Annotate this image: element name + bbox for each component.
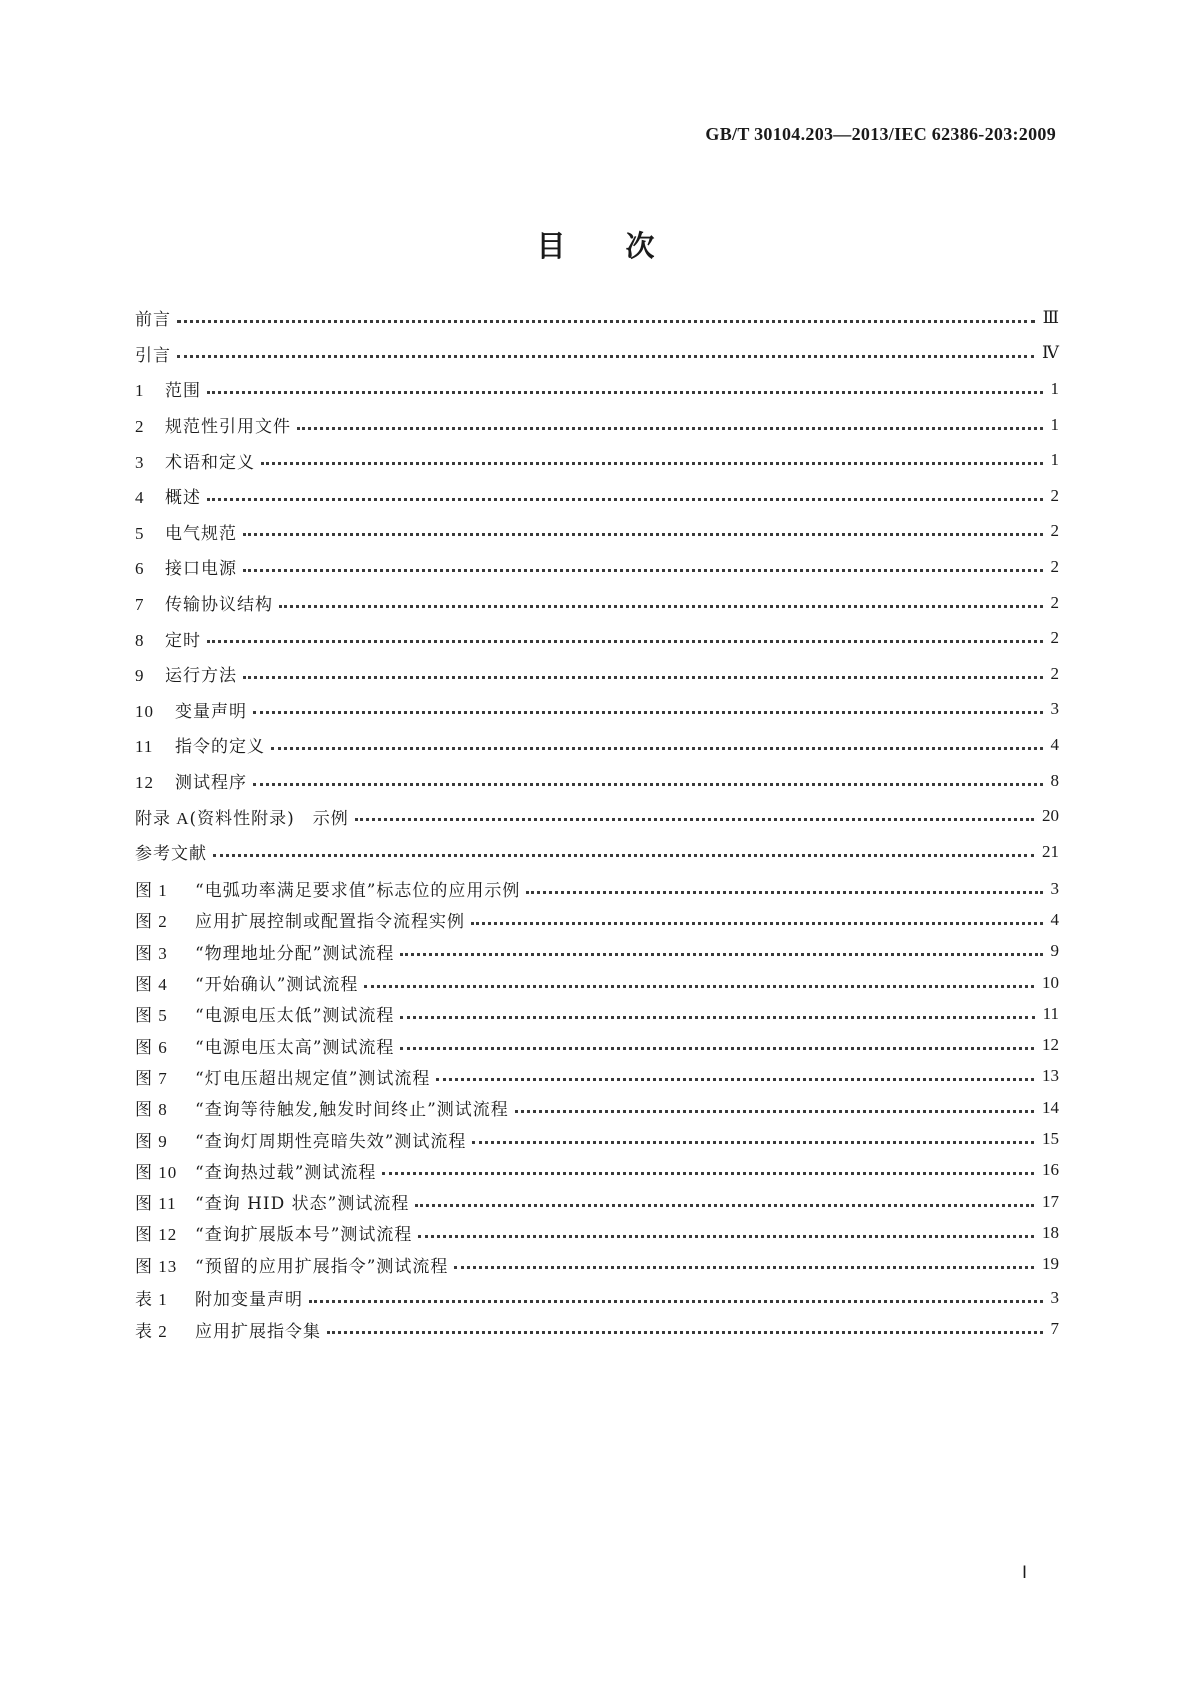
dot-leader [177, 303, 1035, 323]
dot-leader [436, 1061, 1034, 1081]
entry-number: 10 [135, 701, 154, 721]
toc-figures [135, 873, 1059, 1280]
toc-entry-12[interactable] [135, 763, 1059, 799]
dot-leader [297, 410, 1043, 430]
title-char-1: 目 [536, 229, 566, 263]
dot-leader [207, 623, 1043, 643]
entry-number: 表 2 [135, 1321, 168, 1341]
entry-page: 9 [1050, 941, 1059, 961]
entry-label: 范围 [165, 381, 201, 402]
dot-leader [177, 338, 1034, 358]
entry-page: Ⅳ [1042, 343, 1059, 363]
entry-page: 2 [1050, 556, 1059, 576]
entry-number: 图 10 [135, 1162, 178, 1182]
entry-number: 图 7 [135, 1068, 168, 1088]
entry-page: 20 [1042, 806, 1059, 826]
dot-leader [471, 905, 1043, 925]
title-char-2: 次 [625, 229, 655, 263]
entry-page: 4 [1050, 734, 1059, 754]
toc-figure-6[interactable] [135, 1029, 1059, 1060]
dot-leader [400, 936, 1042, 956]
entry-page: 15 [1042, 1129, 1059, 1149]
dot-leader [253, 694, 1043, 714]
dot-leader [515, 1093, 1034, 1113]
toc-figure-8[interactable] [135, 1092, 1059, 1123]
entry-page: 1 [1050, 450, 1059, 470]
entry-label: “查询灯周期性亮暗失效”测试流程 [195, 1131, 467, 1152]
entry-page: 3 [1050, 1287, 1059, 1307]
dot-leader [243, 552, 1043, 572]
dot-leader [472, 1124, 1034, 1144]
entry-label: 变量声明 [175, 701, 247, 722]
entry-label: “查询 HID 状态”测试流程 [195, 1194, 410, 1215]
entry-page: 18 [1042, 1222, 1059, 1242]
entry-label: “物理地址分配”测试流程 [195, 943, 395, 964]
toc-main [135, 300, 1059, 870]
toc-figure-3[interactable] [135, 936, 1059, 967]
entry-page: 2 [1050, 485, 1059, 505]
toc-entry-8[interactable] [135, 620, 1059, 656]
toc-entry-6[interactable] [135, 549, 1059, 585]
entry-page: 11 [1042, 1003, 1059, 1023]
entry-page: 16 [1042, 1160, 1059, 1180]
entry-number: 图 8 [135, 1100, 168, 1120]
entry-label: 前言 [135, 310, 171, 331]
entry-number: 3 [135, 452, 145, 472]
entry-number: 12 [135, 773, 154, 793]
toc-entry-11[interactable] [135, 727, 1059, 763]
entry-number: 图 9 [135, 1131, 168, 1151]
entry-page: 12 [1042, 1035, 1059, 1055]
entry-page: 2 [1050, 663, 1059, 683]
entry-label: 运行方法 [165, 666, 237, 687]
entry-number: 图 13 [135, 1256, 178, 1276]
entry-page: 2 [1050, 521, 1059, 541]
toc-figure-1[interactable] [135, 873, 1059, 904]
entry-number: 图 2 [135, 912, 168, 932]
entry-label: 定时 [165, 630, 201, 651]
entry-label: “电源电压太高”测试流程 [195, 1037, 395, 1058]
entry-page: Ⅲ [1042, 307, 1059, 327]
toc-entry-10[interactable] [135, 692, 1059, 728]
entry-page: 13 [1042, 1066, 1059, 1086]
toc-figure-10[interactable] [135, 1155, 1059, 1186]
toc-entry-7[interactable] [135, 585, 1059, 621]
entry-label: (资料性附录) 示例 [189, 808, 349, 829]
toc-figure-13[interactable] [135, 1249, 1059, 1280]
toc-entry-1[interactable] [135, 371, 1059, 407]
toc-figure-7[interactable] [135, 1061, 1059, 1092]
dot-leader [526, 874, 1042, 894]
entry-label: “开始确认”测试流程 [195, 975, 359, 996]
dot-leader [243, 659, 1043, 679]
entry-number: 1 [135, 381, 145, 401]
entry-number: 4 [135, 488, 145, 508]
dot-leader [454, 1249, 1034, 1269]
dot-leader [400, 1030, 1034, 1050]
entry-label: “查询热过载”测试流程 [195, 1162, 377, 1183]
toc-table-2[interactable] [135, 1314, 1059, 1346]
entry-page: 10 [1042, 972, 1059, 992]
entry-number: 2 [135, 417, 145, 437]
entry-page: 21 [1042, 841, 1059, 861]
entry-label: 概述 [165, 488, 201, 509]
entry-number: 图 11 [135, 1194, 177, 1214]
entry-number: 附录 A [135, 808, 190, 828]
toc-entry-3[interactable] [135, 442, 1059, 478]
entry-page: 7 [1050, 1319, 1059, 1339]
entry-label: 传输协议结构 [165, 595, 273, 616]
page-title [0, 224, 1191, 265]
entry-label: 应用扩展控制或配置指令流程实例 [195, 912, 465, 933]
toc-entry-5[interactable] [135, 514, 1059, 550]
dot-leader [400, 999, 1034, 1019]
entry-label: “电源电压太低”测试流程 [195, 1006, 395, 1027]
dot-leader [213, 837, 1034, 857]
dot-leader [207, 481, 1043, 501]
dot-leader [261, 445, 1043, 465]
footer-page-number: Ⅰ [1022, 1563, 1028, 1582]
dot-leader [418, 1218, 1034, 1238]
dot-leader [207, 374, 1043, 394]
entry-page: 1 [1050, 414, 1059, 434]
entry-page: 8 [1050, 770, 1059, 790]
dot-leader [355, 801, 1034, 821]
entry-label: 接口电源 [165, 559, 237, 580]
entry-number: 9 [135, 666, 145, 686]
entry-label: 电气规范 [165, 523, 237, 544]
entry-label: 附加变量声明 [195, 1290, 303, 1311]
toc-figure-2[interactable] [135, 904, 1059, 935]
entry-page: 4 [1050, 909, 1059, 929]
entry-page: 2 [1050, 628, 1059, 648]
entry-label: 测试程序 [175, 773, 247, 794]
dot-leader [271, 730, 1043, 750]
entry-number: 5 [135, 523, 145, 543]
entry-number: 7 [135, 595, 145, 615]
toc-figure-9[interactable] [135, 1123, 1059, 1154]
entry-label: 应用扩展指令集 [195, 1321, 321, 1342]
entry-label: “灯电压超出规定值”测试流程 [195, 1068, 431, 1089]
entry-page: 2 [1050, 592, 1059, 612]
toc-entry-9[interactable] [135, 656, 1059, 692]
entry-label: “电弧功率满足要求值”标志位的应用示例 [195, 881, 521, 902]
entry-number: 6 [135, 559, 145, 579]
dot-leader [415, 1187, 1034, 1207]
entry-page: 17 [1042, 1191, 1059, 1211]
dot-leader [243, 516, 1043, 536]
entry-page: 3 [1050, 878, 1059, 898]
entry-label: 引言 [135, 345, 171, 366]
entry-number: 8 [135, 630, 145, 650]
entry-label: 参考文献 [135, 844, 207, 865]
entry-number: 图 3 [135, 943, 168, 963]
entry-label: “查询等待触发,触发时间终止”测试流程 [195, 1100, 509, 1121]
entry-number: 图 1 [135, 881, 168, 901]
toc-entry-4[interactable] [135, 478, 1059, 514]
toc-entry-2[interactable] [135, 407, 1059, 443]
dot-leader [253, 766, 1043, 786]
entry-number: 11 [135, 737, 154, 757]
dot-leader [382, 1155, 1034, 1175]
standard-number: GB/T 30104.203—2013/IEC 62386-203:2009 [705, 124, 1056, 144]
toc-table-1[interactable] [135, 1282, 1059, 1314]
toc-tables [135, 1282, 1059, 1345]
entry-label: 指令的定义 [175, 737, 265, 758]
toc-entry-foreword[interactable] [135, 300, 1059, 336]
toc-entry-annex-a[interactable] [135, 798, 1059, 834]
toc-entry-introduction[interactable] [135, 336, 1059, 372]
dot-leader [279, 588, 1043, 608]
entry-label: “查询扩展版本号”测试流程 [195, 1225, 413, 1246]
toc-figure-12[interactable] [135, 1217, 1059, 1248]
entry-number: 图 12 [135, 1225, 178, 1245]
dot-leader [364, 968, 1034, 988]
entry-number: 表 1 [135, 1290, 168, 1310]
toc-entry-bibliography[interactable] [135, 834, 1059, 870]
entry-number: 图 4 [135, 975, 168, 995]
entry-label: “预留的应用扩展指令”测试流程 [195, 1256, 449, 1277]
entry-page: 14 [1042, 1097, 1059, 1117]
entry-label: 术语和定义 [165, 452, 255, 473]
entry-number: 图 6 [135, 1037, 168, 1057]
entry-number: 图 5 [135, 1006, 168, 1026]
toc-figure-5[interactable] [135, 998, 1059, 1029]
entry-page: 3 [1050, 699, 1059, 719]
dot-leader [327, 1314, 1043, 1334]
entry-page: 19 [1042, 1254, 1059, 1274]
entry-label: 规范性引用文件 [165, 417, 291, 438]
dot-leader [309, 1283, 1043, 1303]
entry-page: 1 [1050, 378, 1059, 398]
toc-figure-11[interactable] [135, 1186, 1059, 1217]
toc-figure-4[interactable] [135, 967, 1059, 998]
